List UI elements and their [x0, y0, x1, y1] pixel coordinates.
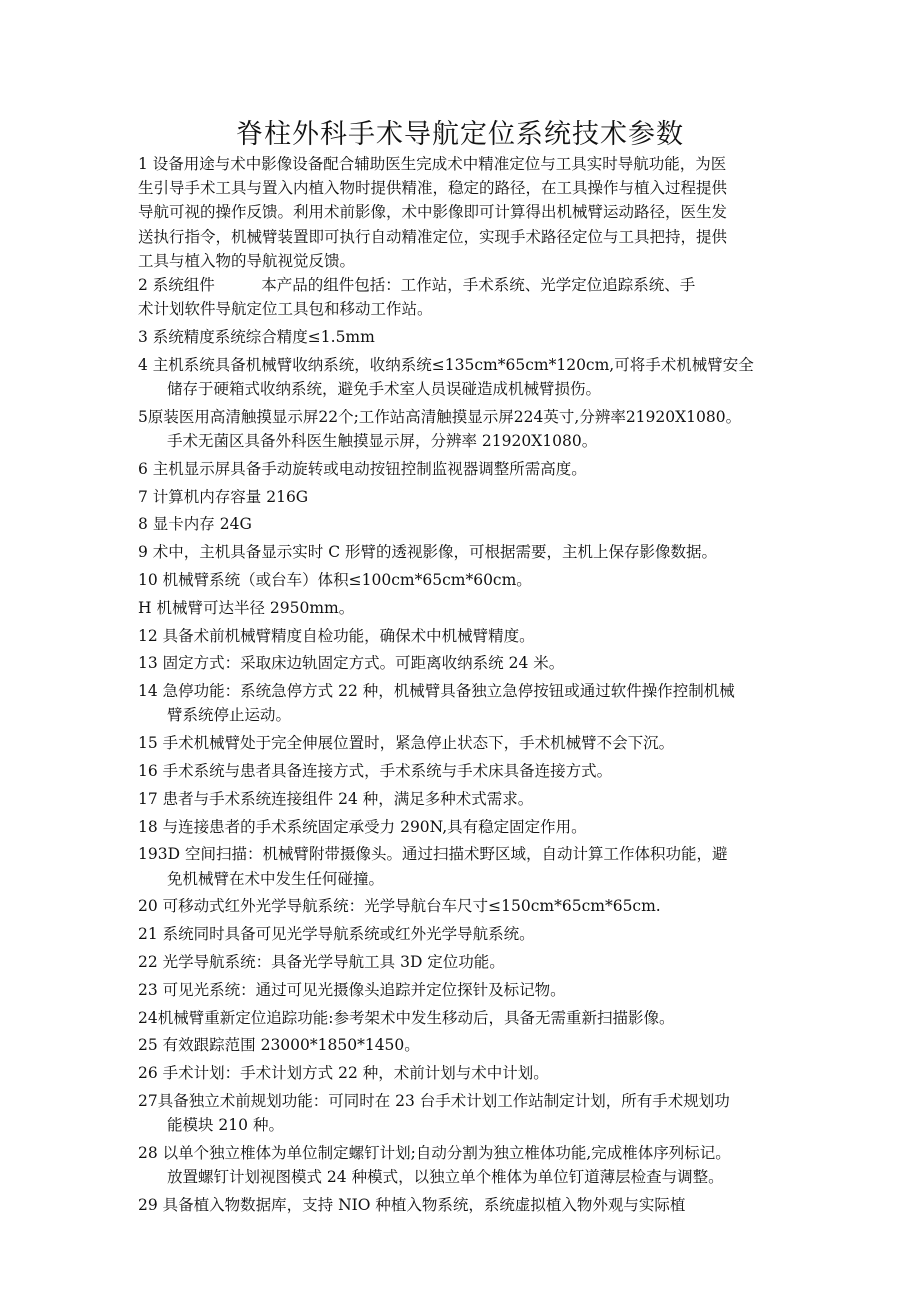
paragraph-line: 25 有效跟踪范围 23000*1850*1450。: [138, 1036, 420, 1055]
paragraph-line: 放置螺钉计划视图模式 24 种模式，以独立单个椎体为单位钉道薄层检查与调整。: [167, 1168, 724, 1187]
paragraph-line: 导航可视的操作反馈。利用术前影像，术中影像即可计算得出机械臂运动路径，医生发: [138, 203, 728, 222]
paragraph-line: 手术无菌区具备外科医生触摸显示屏，分辨率 21920X1080。: [167, 432, 598, 451]
paragraph-line: 4 主机系统具备机械臂收纳系统，收纳系统≤135cm*65cm*120cm,可将手术机械臂安全: [138, 355, 754, 374]
paragraph-line: 16 手术系统与患者具备连接方式，手术系统与手术床具备连接方式。: [138, 761, 613, 780]
paragraph-line: 能模块 210 种。: [167, 1116, 284, 1135]
paragraph-line: 13 固定方式：采取床边轨固定方式。可距离收纳系统 24 米。: [138, 654, 565, 673]
paragraph-line: 5原装医用高清触摸显示屏22个;工作站高清触摸显示屏224英寸,分辨率21920X1080。: [138, 407, 742, 426]
paragraph-line: 送执行指令，机械臂装置即可执行自动精准定位，实现手术路径定位与工具把持，提供: [138, 227, 728, 246]
paragraph-line: 免机械臂在术中发生任何碰撞。: [167, 869, 385, 888]
paragraph-line: 27具备独立术前规划功能：可同时在 23 台手术计划工作站制定计划，所有手术规划功: [138, 1091, 730, 1110]
paragraph-line: 7 计算机内存容量 216G: [138, 487, 309, 506]
paragraph-line: 26 手术计划：手术计划方式 22 种，术前计划与术中计划。: [138, 1064, 549, 1083]
document-title: 脊柱外科手术导航定位系统技术参数: [236, 119, 684, 150]
paragraph-line: 3 系统精度系统综合精度≤1.5mm: [138, 328, 375, 347]
paragraph-line: 28 以单个独立椎体为单位制定螺钉计划;自动分割为独立椎体功能,完成椎体序列标记。: [138, 1143, 731, 1162]
paragraph-line: 14 急停功能：系统急停方式 22 种，机械臂具备独立急停按钮或通过软件操作控制机械: [138, 682, 735, 701]
paragraph-line: 6 主机显示屏具备手动旋转或电动按钮控制监视器调整所需高度。: [138, 459, 587, 478]
paragraph-line: 15 手术机械臂处于完全伸展位置时，紧急停止状态下，手术机械臂不会下沉。: [138, 734, 675, 753]
paragraph-line: 193D 空间扫描：机械臂附带摄像头。通过扫描术野区域，自动计算工作体积功能，避: [138, 845, 728, 864]
paragraph-line: 8 显卡内存 24G: [138, 515, 252, 534]
paragraph-line: 工具与植入物的导航视觉反馈。: [138, 251, 356, 270]
paragraph-line: 生引导手术工具与置入内植入物时提供精准，稳定的路径，在工具操作与植入过程提供: [138, 179, 728, 198]
paragraph-line: 23 可见光系统：通过可见光摄像头追踪并定位探针及标记物。: [138, 980, 566, 999]
paragraph-line: 18 与连接患者的手术系统固定承受力 290N,具有稳定固定作用。: [138, 817, 587, 836]
paragraph-line: 术计划软件导航定位工具包和移动工作站。: [138, 300, 433, 319]
paragraph-line: 2 系统组件 本产品的组件包括：工作站，手术系统、光学定位追踪系统、手: [138, 276, 696, 295]
document-body: [138, 152, 788, 1217]
paragraph-line: 1 设备用途与术中影像设备配合辅助医生完成术中精准定位与工具实时导航功能，为医: [138, 155, 727, 173]
paragraph-line: 21 系统同时具备可见光学导航系统或红外光学导航系统。: [138, 925, 535, 944]
paragraph-line: 臂系统停止运动。: [167, 706, 292, 725]
paragraph-line: 10 机械臂系统（或台车）体积≤100cm*65cm*60cm。: [138, 571, 532, 589]
paragraph-line: H 机械臂可达半径 2950mm。: [138, 598, 355, 617]
paragraph-line: 22 光学导航系统：具备光学导航工具 3D 定位功能。: [138, 952, 505, 971]
paragraph-line: 12 具备术前机械臂精度自检功能，确保术中机械臂精度。: [138, 626, 535, 645]
paragraph-line: 20 可移动式红外光学导航系统：光学导航台车尺寸≤150cm*65cm*65cm.: [138, 897, 661, 916]
paragraph-line: 储存于硬箱式收纳系统，避免手术室人员误碰造成机械臂损伤。: [167, 380, 602, 399]
paragraph-line: 17 患者与手术系统连接组件 24 种，满足多种术式需求。: [138, 789, 534, 808]
paragraph-line: 24机械臂重新定位追踪功能:参考架术中发生移动后，具备无需重新扫描影像。: [138, 1008, 675, 1027]
paragraph-line: 29 具备植入物数据库，支持 NIO 种植入物系统，系统虚拟植入物外观与实际植: [138, 1195, 686, 1214]
paragraph-line: 9 术中，主机具备显示实时 C 形臂的透视影像，可根据需要，主机上保存影像数据。: [138, 543, 718, 562]
